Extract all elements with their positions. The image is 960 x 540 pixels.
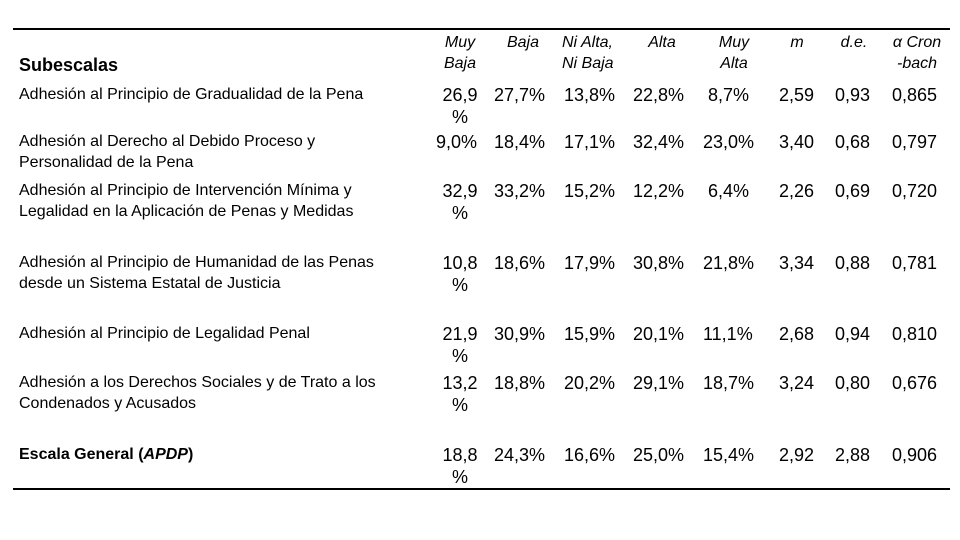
cell-ni-alta: 16,6%	[564, 445, 616, 465]
cell-ni-alta: 15,9%	[564, 324, 616, 344]
header-alpha-cronbach: α Cron -bach	[892, 34, 942, 72]
cell-muy-baja: 32,9 %	[442, 181, 478, 223]
cell-muy-alta: 15,4%	[703, 445, 755, 465]
cell-muy-baja: 26,9 %	[442, 85, 478, 127]
cell-alpha: 0,906	[892, 445, 938, 465]
cell-muy-alta: 11,1%	[703, 324, 753, 344]
cell-de: 0,88	[835, 253, 871, 273]
header-muy-alta: Muy Alta	[718, 34, 750, 72]
cell-alta: 25,0%	[633, 445, 685, 465]
cell-m: 3,24	[779, 373, 815, 393]
row-label-legalidad-penal: Adhesión al Principio de Legalidad Penal	[19, 325, 310, 342]
cell-de: 2,88	[835, 445, 871, 465]
cell-alpha: 0,781	[892, 253, 938, 273]
cell-muy-alta: 8,7%	[708, 85, 750, 105]
cell-muy-alta: 18,7%	[703, 373, 755, 393]
cell-m: 2,59	[779, 85, 815, 105]
cell-alta: 29,1%	[633, 373, 685, 393]
cell-muy-alta: 6,4%	[708, 181, 750, 201]
row-label-intervencion-minima: Adhesión al Principio de Intervención Mínima y Legalidad en la Aplicación de Penas y Medidas	[19, 182, 354, 220]
header-m: m	[790, 34, 804, 51]
cell-alpha: 0,676	[892, 373, 938, 393]
table-top-rule	[13, 28, 950, 30]
cell-alta: 22,8%	[633, 85, 685, 105]
cell-alta: 20,1%	[633, 324, 685, 344]
cell-baja: 18,8%	[494, 373, 546, 393]
cell-de: 0,68	[835, 132, 871, 152]
cell-baja: 33,2%	[494, 181, 546, 201]
cell-baja: 24,3%	[494, 445, 546, 465]
cell-muy-baja: 10,8 %	[442, 253, 478, 295]
cell-m: 3,34	[779, 253, 815, 273]
row-label-escala-general: Escala General (APDP)	[19, 446, 194, 463]
cell-muy-baja: 21,9 %	[442, 324, 478, 366]
cell-alpha: 0,720	[892, 181, 938, 201]
cell-de: 0,94	[835, 324, 871, 344]
cell-alpha: 0,797	[892, 132, 938, 152]
cell-ni-alta: 20,2%	[564, 373, 616, 393]
cell-baja: 18,6%	[494, 253, 546, 273]
cell-muy-baja: 13,2 %	[442, 373, 478, 415]
cell-baja: 18,4%	[494, 132, 546, 152]
cell-alpha: 0,865	[892, 85, 938, 105]
header-ni-alta: Ni Alta, Ni Baja	[562, 34, 614, 72]
cell-ni-alta: 17,9%	[564, 253, 616, 273]
cell-de: 0,69	[835, 181, 871, 201]
cell-m: 2,26	[779, 181, 815, 201]
cell-m: 3,40	[779, 132, 815, 152]
cell-muy-alta: 23,0%	[703, 132, 755, 152]
cell-muy-baja: 18,8 %	[442, 445, 478, 487]
cell-alpha: 0,810	[892, 324, 938, 344]
row-label-gradualidad: Adhesión al Principio de Gradualidad de la Pena	[19, 86, 364, 103]
cell-alta: 32,4%	[633, 132, 685, 152]
row-label-debido-proceso: Adhesión al Derecho al Debido Proceso y Personalidad de la Pena	[19, 133, 316, 171]
header-alta: Alta	[648, 34, 676, 51]
table-bottom-rule	[13, 488, 950, 490]
cell-muy-baja: 9,0%	[436, 132, 478, 152]
row-label-humanidad: Adhesión al Principio de Humanidad de las Penas desde un Sistema Estatal de Justicia	[19, 254, 374, 292]
cell-de: 0,80	[835, 373, 871, 393]
header-muy-baja: Muy Baja	[443, 34, 477, 72]
row-label-derechos-sociales: Adhesión a los Derechos Sociales y de Trato a los Condenados y Acusados	[19, 374, 376, 412]
cell-m: 2,92	[779, 445, 815, 465]
cell-de: 0,93	[835, 85, 871, 105]
header-baja: Baja	[506, 34, 540, 51]
header-de: d.e.	[840, 34, 868, 51]
cell-alta: 30,8%	[633, 253, 685, 273]
cell-muy-alta: 21,8%	[703, 253, 755, 273]
cell-baja: 27,7%	[494, 85, 546, 105]
cell-alta: 12,2%	[633, 181, 685, 201]
cell-ni-alta: 13,8%	[564, 85, 616, 105]
cell-m: 2,68	[779, 324, 815, 344]
header-subescalas: Subescalas	[19, 55, 119, 75]
cell-ni-alta: 15,2%	[564, 181, 616, 201]
cell-ni-alta: 17,1%	[564, 132, 616, 152]
cell-baja: 30,9%	[494, 324, 546, 344]
